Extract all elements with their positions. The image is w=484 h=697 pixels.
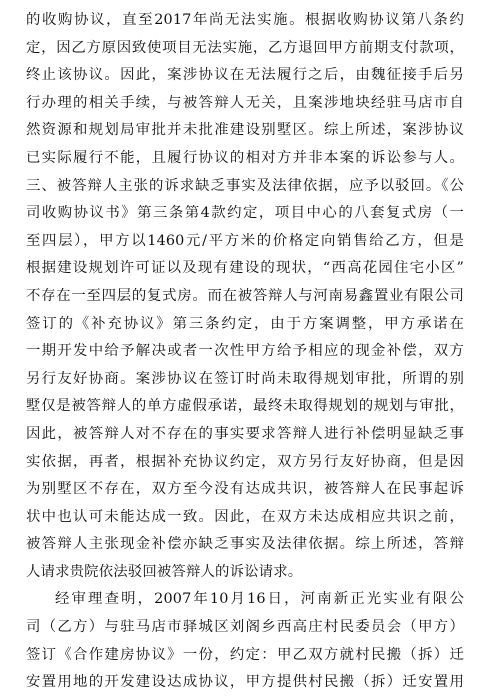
text-line: 一期开发中给予解决或者一次性甲方给予相应的现金补偿，双方 bbox=[26, 343, 464, 360]
text-line: 实依据，再者，根据补充协议约定，双方另行友好协商，但是因 bbox=[26, 453, 464, 470]
paragraph-end-line: 人请求贵院依法驳回被答辩人的诉讼请求。 bbox=[26, 563, 303, 580]
text-line: 已实际履行不能，且履行协议的相对方并非本案的诉讼参与人。 bbox=[26, 149, 464, 166]
text-line: 为别墅区不存在，双方至今没有达成共识，被答辩人在民事起诉 bbox=[26, 481, 464, 498]
text-line: 的收购协议，直至2017年尚无法实施。根据收购协议第八条约 bbox=[26, 12, 464, 28]
text-line: 签订的《补充协议》第三条约定，由于方案调整，甲方承诺在 bbox=[26, 315, 464, 332]
text-line: 另行友好协商。案涉协议在签订时尚未取得规划审批，所谓的别 bbox=[26, 370, 464, 387]
text-line: 墅仅是被答辩人的单方虚假承诺，最终未取得规划的规划与审批， bbox=[26, 398, 464, 415]
text-line: 然资源和规划局审批并未批准建设别墅区。综上所述，案涉协议 bbox=[26, 122, 464, 139]
text-line: 定，因乙方原因致使项目无法实施，乙方退回甲方前期支付款项， bbox=[26, 39, 464, 56]
text-line: 三、被答辩人主张的诉求缺乏事实及法律依据，应予以驳回。《公 bbox=[26, 177, 464, 194]
text-line: 因此，被答辩人对不存在的事实要求答辩人进行补偿明显缺乏事 bbox=[26, 425, 464, 442]
text-line: 司（乙方）与驻马店市驿城区刘阁乡西高庄村民委员会（甲方） bbox=[26, 619, 464, 636]
text-line: 不存在一至四层的复式房。而在被答辩人与河南易鑫置业有限公司 bbox=[26, 287, 464, 304]
text-line: 终止该协议。因此，案涉协议在无法履行之后，由魏征接手后另 bbox=[26, 67, 464, 84]
text-line: 司收购协议书》第三条第4款约定，项目中心的八套复式房（一 bbox=[26, 205, 464, 222]
text-line: 安置用地的开发建设达成协议，甲方提供村民搬（拆）迁安置用 bbox=[26, 674, 464, 691]
text-line: 行办理的相关手续，与被答辩人无关，且案涉地块经驻马店市自 bbox=[26, 94, 464, 111]
paragraph-first-line: 经审理查明，2007年10月16日，河南新正光实业有限公 bbox=[55, 591, 464, 608]
text-line: 签订《合作建房协议》一份，约定：甲乙双方就村民搬（拆）迁 bbox=[26, 646, 464, 663]
text-line: 被答辩人主张现金补偿亦缺乏事实及法律依据。综上所述，答辩 bbox=[26, 536, 464, 553]
text-line: 状中也认可未能达成一致。因此，在双方未达成相应共识之前， bbox=[26, 508, 464, 525]
text-line: 至四层），甲方以1460元/平方米的价格定向销售给乙方，但是 bbox=[26, 232, 464, 249]
text-line: 根据建设规划许可证以及现有建设的现状，“西高花园住宅小区” bbox=[26, 260, 464, 277]
